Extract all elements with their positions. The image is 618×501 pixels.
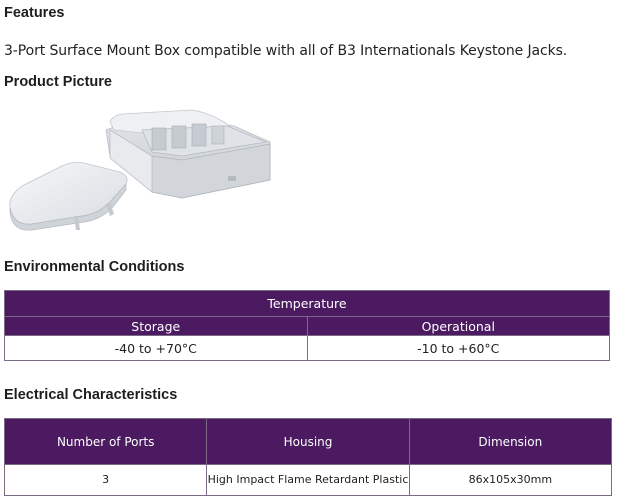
electrical-characteristics-heading: Electrical Characteristics xyxy=(4,387,178,403)
housing-value: High Impact Flame Retardant Plastic xyxy=(207,465,409,496)
storage-value: -40 to +70°C xyxy=(5,336,308,361)
product-picture-heading: Product Picture xyxy=(4,74,112,90)
table-row xyxy=(5,465,612,496)
surface-mount-box-image xyxy=(2,100,277,240)
operational-header: Operational xyxy=(307,317,610,336)
features-heading: Features xyxy=(4,5,65,21)
operational-value: -10 to +60°C xyxy=(307,336,610,361)
table-row xyxy=(5,336,610,361)
electrical-characteristics-table xyxy=(4,418,612,496)
environmental-conditions-heading: Environmental Conditions xyxy=(4,259,185,275)
number-of-ports-value: 3 xyxy=(5,465,207,496)
features-description: 3-Port Surface Mount Box compatible with all of B3 Internationals Keystone Jacks. xyxy=(4,43,568,59)
number-of-ports-header: Number of Ports xyxy=(5,419,207,465)
storage-header: Storage xyxy=(5,317,308,336)
housing-header: Housing xyxy=(207,419,409,465)
dimension-value: 86x105x30mm xyxy=(409,465,611,496)
dimension-header: Dimension xyxy=(409,419,611,465)
temperature-header: Temperature xyxy=(5,291,610,317)
environmental-conditions-table xyxy=(4,290,610,361)
